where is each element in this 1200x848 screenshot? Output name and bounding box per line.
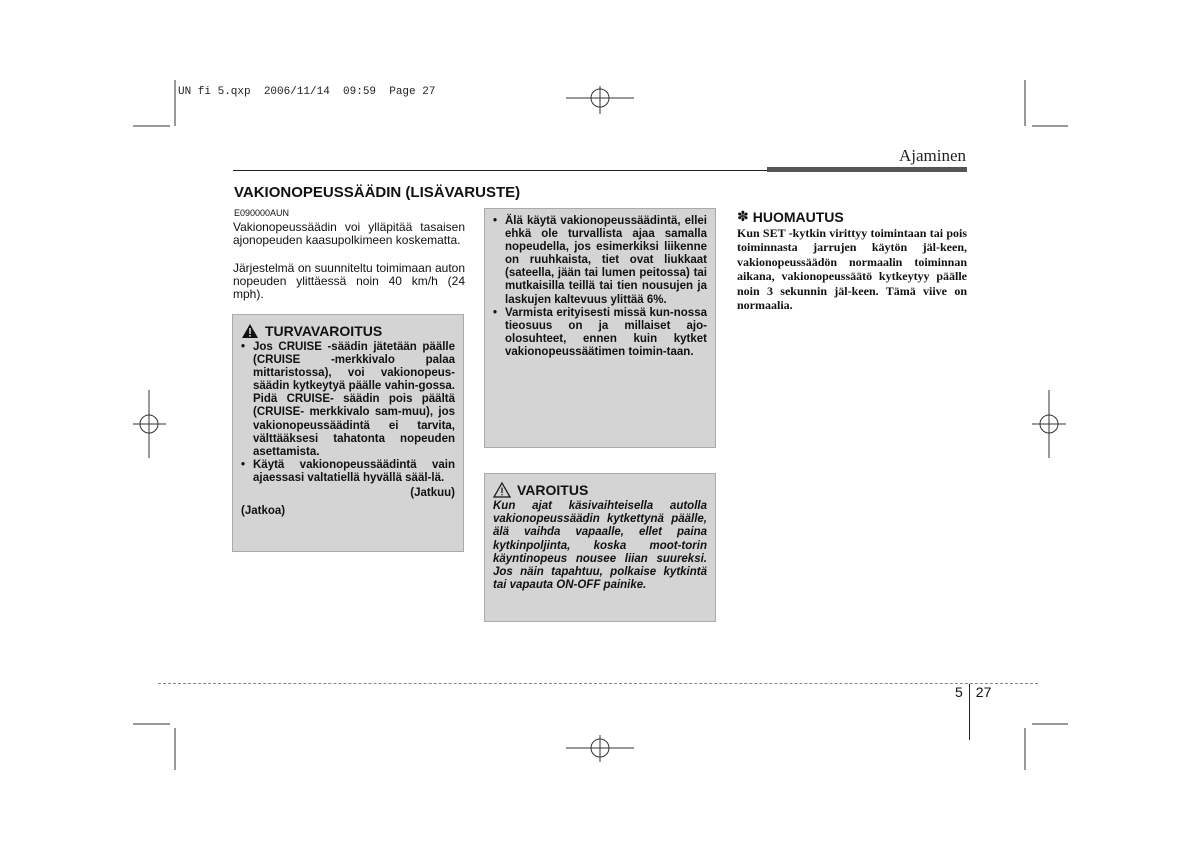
footer-dotted-rule	[158, 683, 1038, 684]
print-slug: UN fi 5.qxp 2006/11/14 09:59 Page 27	[178, 86, 436, 98]
warning-triangle-icon	[241, 323, 259, 339]
registration-mark-left	[133, 390, 166, 458]
list-item: • Varmista erityisesti missä kun-nossa tieosuus on ja millaiset ajo-olosuhteet, ennen kuin kytket vakionopeussäätimen toimin-taan.	[493, 307, 707, 359]
caution-body: Kun ajat käsivaihteisella autolla vakionopeussäädin kytkettynä päälle, älä vaihda vapaalle, ellet paina kytkinpoljinta, koska moot-torin käyntinopeus nousee liian suureksi. Jos näin tapahtuu, polkaise kytkintä tai vapauta ON-OFF painike.	[493, 500, 707, 592]
caution-triangle-icon	[493, 482, 511, 498]
note-title: HUOMAUTUS	[752, 208, 844, 225]
body-paragraph: Vakionopeussäädin voi ylläpitää tasaisen ajonopeuden kaasupolkimeen koskematta.	[233, 220, 465, 248]
page-title: VAKIONOPEUSSÄÄDIN (LISÄVARUSTE)	[234, 184, 521, 201]
header-rule-bar	[767, 167, 967, 172]
registration-mark-top	[566, 86, 634, 114]
note-body: Kun SET -kytkin virittyy toimintaan tai pois toiminnasta jarrujen käytön jäl-keen, vakionopeussäädön normaalin toiminnan aikana, vakionopeussäätö kytkeytyy päälle noin 3 sekunnin jäl-keen. Tämä viive on normaalia.	[737, 226, 967, 313]
safety-warning-box	[232, 314, 464, 552]
registration-mark-bottom	[566, 735, 634, 762]
safety-warning-continued-box	[484, 208, 716, 448]
warning-title: TURVAVAROITUS	[265, 323, 383, 339]
caution-box	[484, 473, 716, 622]
continued-label: (Jatkoa)	[241, 505, 286, 518]
caution-title: VAROITUS	[517, 482, 589, 498]
note-heading	[737, 208, 844, 225]
page-number-divider	[969, 684, 970, 740]
chapter-number: 5	[955, 684, 963, 700]
page-number-value: 27	[975, 684, 992, 700]
reference-code: E090000AUN	[234, 208, 290, 218]
note-asterisk-icon: ✽	[737, 208, 749, 224]
list-item: • Käytä vakionopeussäädintä vain ajaessasi valtatiellä hyvällä sääl-lä.	[241, 459, 455, 485]
list-item: • Älä käytä vakionopeussäädintä, ellei ehkä ole turvallista ajaa samalla nopeudella, jos esimerkiksi liikenne on ruuhkaista, tiet ovat liukkaat (sateella, jään tai lumen peitossa) tai mutkaisilla teillä tai tien nousujen ja laskujen kaltevuus ylittää 6%.	[493, 215, 707, 307]
continues-label: (Jatkuu)	[410, 487, 455, 500]
section-header: Ajaminen	[898, 146, 966, 165]
list-item: • Jos CRUISE -säädin jätetään päälle (CRUISE -merkkivalo palaa mittaristossa), voi vakionopeus-säädin kytkeytyä päälle vahin-gossa. Pidä CRUISE- säädin pois päältä (CRUISE- merkkivalo sam-muu), jos vakionopeussäädintä ei tarvita, välttääksesi tahatonta nopeuden asettamista.	[241, 341, 455, 459]
registration-mark-right	[1032, 390, 1066, 458]
page-number	[955, 684, 991, 740]
body-paragraph: Järjestelmä on suunniteltu toimimaan auton nopeuden ylittäessä noin 40 km/h (24 mph).	[233, 261, 465, 302]
